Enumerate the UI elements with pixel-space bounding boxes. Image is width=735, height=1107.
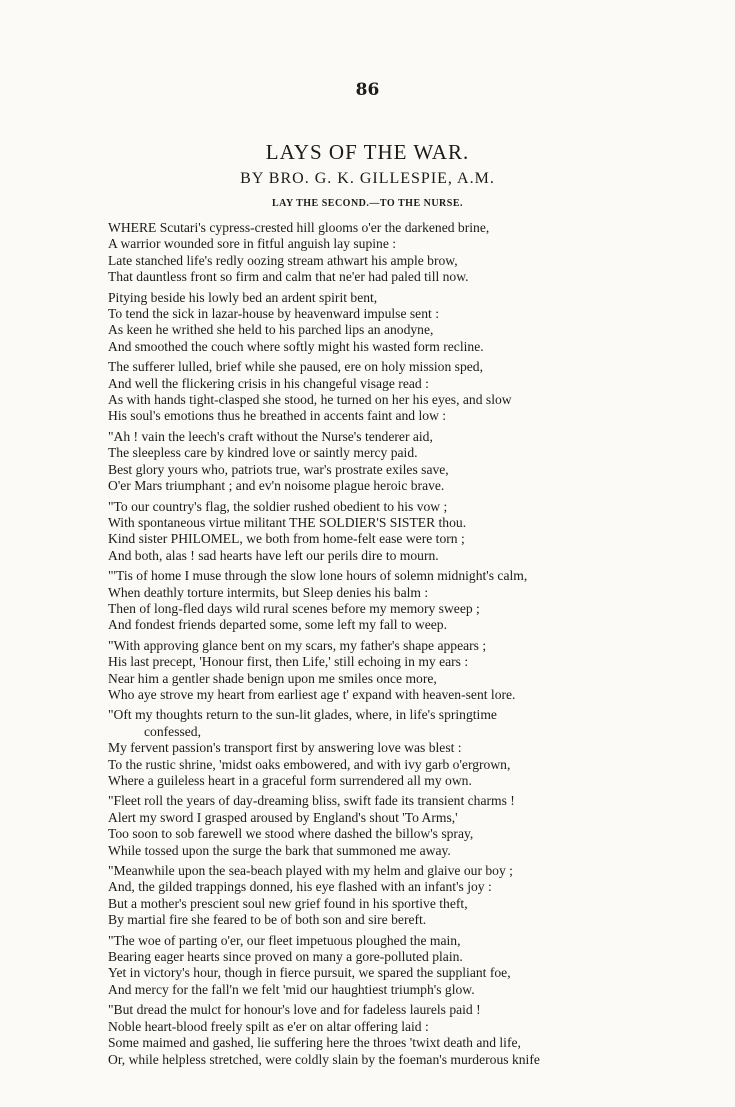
poem-line: Kind sister PHILOMEL, we both from home-felt ease were torn ; <box>108 531 465 547</box>
poem-line: And both, alas ! sad hearts have left our perils dire to mourn. <box>108 547 439 563</box>
article-title: LAYS OF THE WAR. <box>265 140 470 164</box>
stanza <box>108 220 730 286</box>
stanza <box>108 290 730 356</box>
poem-line: His last precept, 'Honour first, then Life,' still echoing in my ears : <box>108 654 469 670</box>
page-number: 86 <box>355 80 380 100</box>
poem-line: Who aye strove my heart from earliest age t' expand with heaven-sent lore. <box>108 686 516 702</box>
poem-line: Yet in victory's hour, though in fierce pursuit, we spared the suppliant foe, <box>108 965 511 981</box>
poem-line: Best glory yours who, patriots true, war's prostrate exiles save, <box>108 461 449 477</box>
poem-line: WHERE Scutari's cypress-crested hill glooms o'er the darkened brine, <box>108 220 490 235</box>
stanza <box>108 429 730 495</box>
poem-line: The sufferer lulled, brief while she paused, ere on holy mission sped, <box>108 359 483 375</box>
poem-line: That dauntless front so firm and calm that ne'er had paled till now. <box>108 269 469 285</box>
poem-body <box>108 220 730 1072</box>
poem-line: But a mother's prescient soul new grief found in his sportive theft, <box>108 895 468 911</box>
poem-line: Where a guileless heart in a graceful form surrendered all my own. <box>108 773 472 788</box>
poem-line: "The woe of parting o'er, our fleet impetuous ploughed the main, <box>108 932 461 948</box>
poem-line: "Ah ! vain the leech's craft without the Nurse's tenderer aid, <box>108 428 433 444</box>
poem-line: Noble heart-blood freely spilt as e'er on altar offering laid : <box>108 1018 429 1034</box>
poem-line: "Meanwhile upon the sea-beach played with my helm and glaive our boy ; <box>108 863 513 879</box>
poem-line: My fervent passion's transport first by answering love was blest : <box>108 740 462 756</box>
poem-line: Pitying beside his lowly bed an ardent spirit bent, <box>108 289 378 305</box>
poem-line: By martial fire she feared to be of both son and sire bereft. <box>108 912 427 928</box>
poem-line: The sleepless care by kindred love or saintly mercy paid. <box>108 445 418 461</box>
poem-line: Too soon to sob farewell we stood where dashed the billow's spray, <box>108 826 474 842</box>
poem-line: While tossed upon the surge the bark that summoned me away. <box>108 842 451 858</box>
stanza <box>108 707 730 789</box>
poem-line: "Fleet roll the years of day-dreaming bliss, swift fade its transient charms ! <box>108 793 515 809</box>
poem-line: As with hands tight-clasped she stood, he turned on her his eyes, and slow <box>108 392 512 408</box>
poem-line: And well the flickering crisis in his changeful visage read : <box>108 375 429 391</box>
stanza <box>108 638 730 704</box>
poem-line: Some maimed and gashed, lie suffering here the throes 'twixt death and life, <box>108 1035 521 1051</box>
poem-line: confessed, <box>144 723 201 739</box>
poem-line: And, the gilded trappings donned, his eye flashed with an infant's joy : <box>108 879 492 895</box>
poem-line: Alert my sword I grasped aroused by England's shout 'To Arms,' <box>108 809 458 825</box>
stanza <box>108 863 730 929</box>
poem-line: Or, while helpless stretched, were coldly slain by the foeman's murderous knife <box>108 1051 540 1067</box>
stanza <box>108 499 730 565</box>
poem-line: "'Tis of home I muse through the slow lone hours of solemn midnight's calm, <box>108 568 528 584</box>
poem-line: "But dread the mulct for honour's love and for fadeless laurels paid ! <box>108 1002 481 1018</box>
stanza <box>108 793 730 859</box>
poem-line: "To our country's flag, the soldier rushed obedient to his vow ; <box>108 498 448 514</box>
section-subtitle: LAY THE SECOND.—TO THE NURSE. <box>271 198 464 209</box>
poem-line: To the rustic shrine, 'midst oaks embowered, and with ivy garb o'ergrown, <box>108 756 511 772</box>
stanza <box>108 359 730 425</box>
poem-line: With spontaneous virtue militant THE SOLDIER'S SISTER thou. <box>108 514 467 530</box>
stanza <box>108 933 730 999</box>
poem-line: And smoothed the couch where softly might his wasted form recline. <box>108 338 484 354</box>
poem-line: "Oft my thoughts return to the sun-lit glades, where, in life's springtime <box>108 707 497 723</box>
poem-line: When deathly torture intermits, but Sleep denies his balm : <box>108 584 429 600</box>
poem-line: Then of long-fled days wild rural scenes before my memory sweep ; <box>108 600 480 616</box>
poem-line: And fondest friends departed some, some left my fall to weep. <box>108 617 447 633</box>
poem-line: And mercy for the fall'n we felt 'mid our haughtiest triumph's glow. <box>108 981 475 997</box>
poem-line: A warrior wounded sore in fitful anguish lay supine : <box>108 236 397 252</box>
stanza <box>108 1002 730 1068</box>
poem-line: As keen he writhed she held to his parched lips an anodyne, <box>108 322 434 338</box>
poem-line: To tend the sick in lazar-house by heavenward impulse sent : <box>108 306 439 322</box>
poem-line: Near him a gentler shade benign upon me smiles once more, <box>108 670 437 686</box>
stanza <box>108 568 730 634</box>
byline: BY BRO. G. K. GILLESPIE, A.M. <box>240 170 495 187</box>
poem-line: Bearing eager hearts since proved on many a gore-polluted plain. <box>108 949 463 965</box>
poem-line: O'er Mars triumphant ; and ev'n noisome plague heroic brave. <box>108 478 445 494</box>
poem-line: "With approving glance bent on my scars, my father's shape appears ; <box>108 637 487 653</box>
poem-line: Late stanched life's redly oozing stream athwart his ample brow, <box>108 252 458 268</box>
poem-line: His soul's emotions thus he breathed in accents faint and low : <box>108 408 447 424</box>
